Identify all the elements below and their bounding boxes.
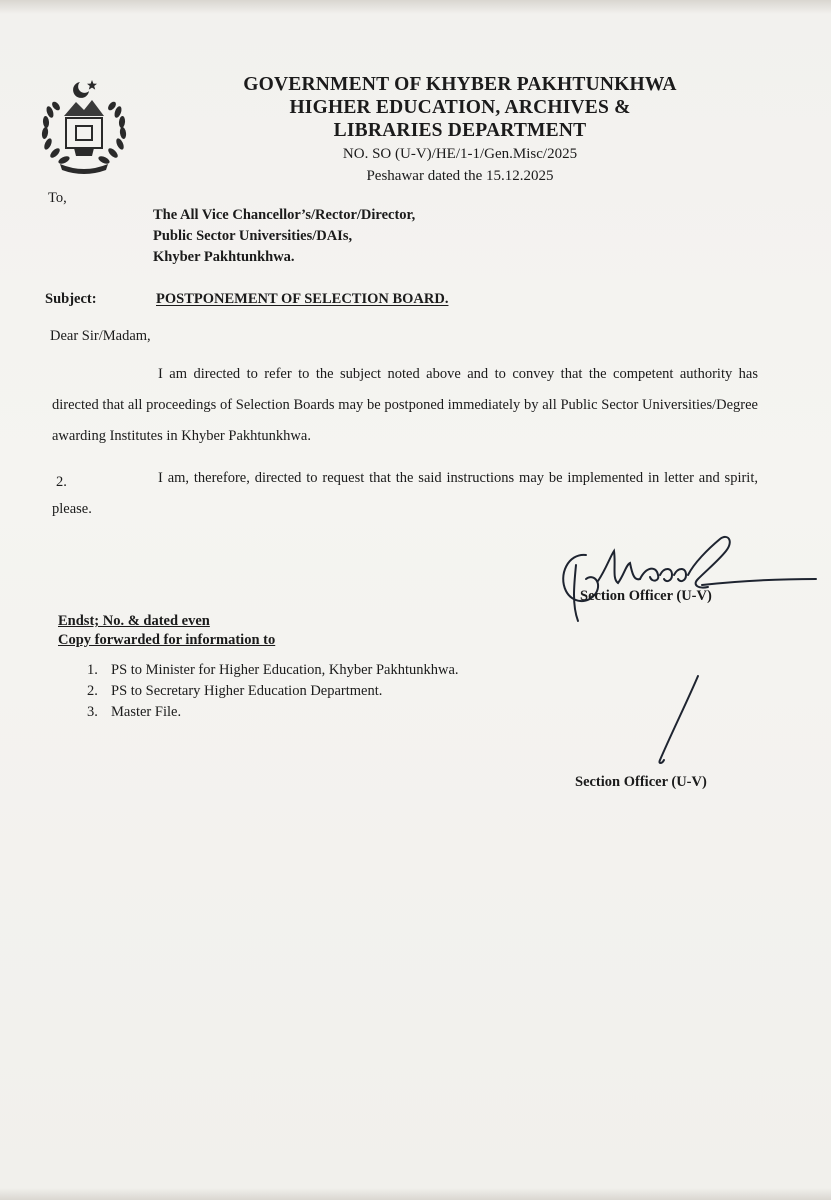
kp-government-emblem-icon bbox=[36, 76, 132, 178]
paragraph-2-number: 2. bbox=[56, 474, 67, 490]
list-item-number: 1. bbox=[87, 662, 98, 678]
list-item bbox=[87, 660, 459, 681]
list-item bbox=[87, 681, 459, 702]
handwritten-signature-icon bbox=[548, 535, 823, 625]
signatory-title-2: Section Officer (U-V) bbox=[575, 774, 707, 790]
signatory-title-1: Section Officer (U-V) bbox=[580, 588, 712, 604]
to-label: To, bbox=[48, 190, 67, 206]
letterhead-line-1: GOVERNMENT OF KHYBER PAKHTUNKHWA bbox=[243, 74, 677, 95]
reference-number: NO. SO (U-V)/HE/1-1/Gen.Misc/2025 bbox=[342, 146, 578, 162]
list-item-text: Master File. bbox=[111, 704, 182, 720]
paper-shadow-bottom bbox=[0, 1188, 831, 1200]
endorsement-line: Endst; No. & dated even bbox=[58, 613, 210, 629]
paper-shadow-top bbox=[0, 0, 831, 14]
addressee-line-3: Khyber Pakhtunkhwa. bbox=[153, 249, 295, 265]
copy-recipients-list bbox=[87, 660, 459, 723]
list-item bbox=[87, 702, 459, 723]
addressee-line-1: The All Vice Chancellor’s/Rector/Director, bbox=[153, 207, 416, 223]
list-item-number: 2. bbox=[87, 683, 98, 699]
list-item-text: PS to Minister for Higher Education, Khyber Pakhtunkhwa. bbox=[111, 662, 459, 678]
list-item-text: PS to Secretary Higher Education Department. bbox=[111, 683, 383, 699]
salutation: Dear Sir/Madam, bbox=[50, 328, 151, 344]
paragraph-1: I am directed to refer to the subject noted above and to convey that the competent authority has directed that all proceedings of Selection Boards may be postponed immediately by all Public Sector Universities/Degree awarding Institutes in Khyber Pakhtunkhwa. bbox=[52, 366, 758, 444]
letter-date: Peshawar dated the 15.12.2025 bbox=[366, 168, 554, 184]
letterhead-line-3: LIBRARIES DEPARTMENT bbox=[333, 120, 587, 141]
letterhead-line-2: HIGHER EDUCATION, ARCHIVES & bbox=[289, 97, 631, 118]
subject-text: POSTPONEMENT OF SELECTION BOARD. bbox=[156, 291, 449, 307]
subject-label: Subject: bbox=[45, 291, 97, 307]
handwritten-initial-stroke-icon bbox=[640, 670, 710, 770]
copy-forwarded-heading: Copy forwarded for information to bbox=[58, 632, 276, 648]
addressee-line-2: Public Sector Universities/DAIs, bbox=[153, 228, 353, 244]
list-item-number: 3. bbox=[87, 704, 98, 720]
paragraph-2: I am, therefore, directed to request that the said instructions may be implemented in letter and spirit, please. bbox=[52, 470, 758, 517]
